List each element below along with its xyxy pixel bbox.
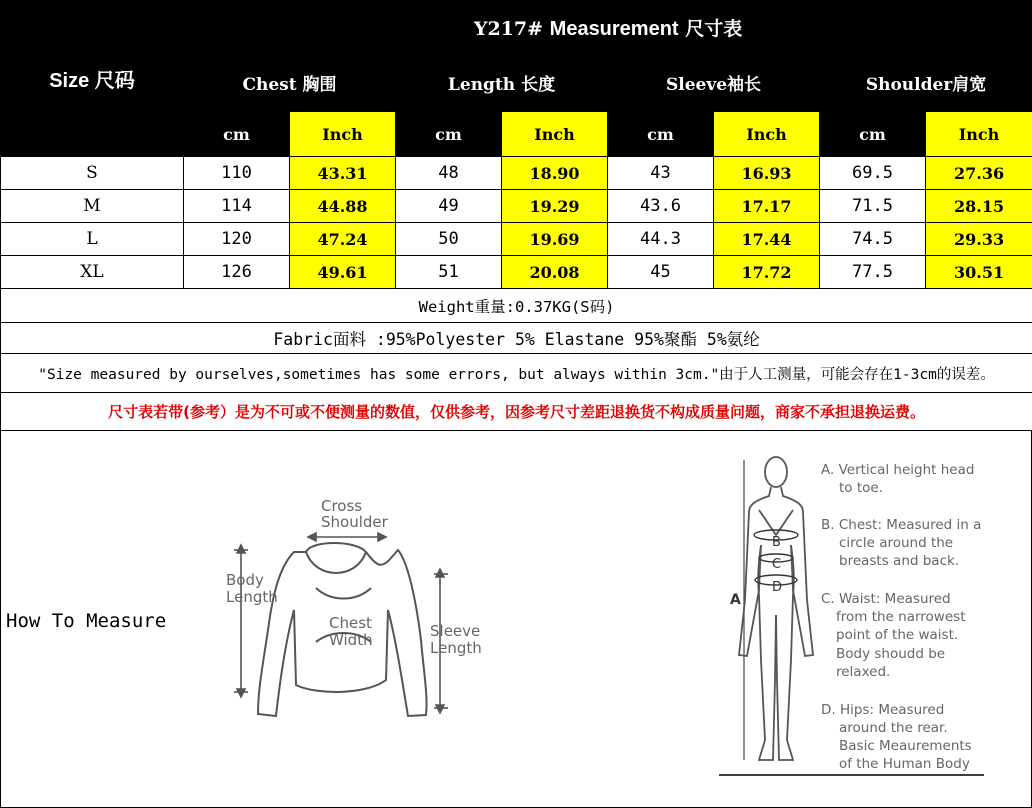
- body-diagram: [719, 450, 1029, 800]
- table-row: [1, 256, 1032, 289]
- chest-inch-cell: 44.88: [290, 190, 396, 223]
- note-b-line2: circle around the: [839, 535, 954, 551]
- note-b-line3: breasts and back.: [839, 553, 960, 569]
- note-c-line5: relaxed.: [836, 664, 891, 680]
- size-header: Size 尺码: [1, 1, 184, 157]
- sleeve-header: Sleeve袖长: [608, 54, 820, 112]
- shoulder-cm-cell: 69.5: [820, 157, 926, 190]
- length-inch-cell: 20.08: [502, 256, 608, 289]
- sleeve-label: Sleeve: [430, 622, 481, 640]
- note-c-line2: from the narrowest: [836, 609, 966, 625]
- unit-cm: cm: [396, 112, 502, 157]
- title-code: Y217#: [473, 17, 544, 40]
- sleeve-cm-cell: 43.6: [608, 190, 714, 223]
- chest-cm-cell: 114: [184, 190, 290, 223]
- length-cm-cell: 49: [396, 190, 502, 223]
- marker-d: D: [772, 580, 783, 595]
- sleeve-inch-cell: 17.72: [714, 256, 820, 289]
- title-cn: 尺寸表: [685, 17, 743, 40]
- table-row: [1, 190, 1032, 223]
- note-d-line1: D. Hips: Measured: [821, 702, 945, 718]
- note-d-line2: around the rear.: [839, 720, 948, 736]
- size-cell: L: [1, 223, 184, 256]
- sleeve-length-label: Length: [430, 639, 482, 657]
- note-c-line4: Body shoudd be: [836, 646, 946, 662]
- chest-label: Chest: [329, 614, 372, 632]
- table-row: [1, 157, 1032, 190]
- how-to-measure-label: How To Measure: [6, 610, 167, 632]
- chest-cm-cell: 110: [184, 157, 290, 190]
- unit-cm: cm: [820, 112, 926, 157]
- marker-b: B: [772, 535, 781, 550]
- shoulder-cm-cell: 77.5: [820, 256, 926, 289]
- shoulder-inch-cell: 27.36: [926, 157, 1032, 190]
- size-cell: M: [1, 190, 184, 223]
- length-header: Length 长度: [396, 54, 608, 112]
- shoulder-inch-cell: 29.33: [926, 223, 1032, 256]
- unit-cm: cm: [184, 112, 290, 157]
- unit-inch: Inch: [290, 112, 396, 157]
- marker-c: C: [772, 557, 782, 572]
- shoulder-label: Shoulder: [321, 513, 388, 531]
- note-a-line1: A. Vertical height head: [821, 462, 975, 478]
- length-inch-cell: 19.69: [502, 223, 608, 256]
- body-length-label: Length: [226, 588, 278, 606]
- note-b-line1: B. Chest: Measured in a: [821, 517, 982, 533]
- cross-label: Cross: [321, 497, 363, 515]
- shoulder-cm-cell: 71.5: [820, 190, 926, 223]
- table-row: [1, 223, 1032, 256]
- sleeve-cm-cell: 45: [608, 256, 714, 289]
- length-cm-cell: 48: [396, 157, 502, 190]
- chest-inch-cell: 49.61: [290, 256, 396, 289]
- note-a-line2: to toe.: [839, 480, 883, 496]
- shoulder-cm-cell: 74.5: [820, 223, 926, 256]
- unit-inch: Inch: [926, 112, 1032, 157]
- fabric-info: Fabric面料 :95%Polyester 5% Elastane 95%聚酯 5%氨纶: [1, 323, 1032, 354]
- unit-cm: cm: [608, 112, 714, 157]
- title-main: Measurement: [549, 17, 679, 40]
- chest-inch-cell: 43.31: [290, 157, 396, 190]
- shoulder-inch-cell: 30.51: [926, 256, 1032, 289]
- width-label: Width: [329, 631, 373, 649]
- length-cm-cell: 51: [396, 256, 502, 289]
- chest-cm-cell: 126: [184, 256, 290, 289]
- note-d-line4: of the Human Body: [839, 756, 970, 772]
- note-d-line3: Basic Meaurements: [839, 738, 972, 754]
- size-cell: XL: [1, 256, 184, 289]
- measurement-note: "Size measured by ourselves,sometimes has some errors, but always within 3cm."由于人工测量，可能会存在1-3cm的误差。: [1, 354, 1032, 393]
- sweater-diagram: [216, 490, 486, 730]
- length-inch-cell: 19.29: [502, 190, 608, 223]
- sleeve-inch-cell: 16.93: [714, 157, 820, 190]
- sleeve-inch-cell: 17.17: [714, 190, 820, 223]
- weight-info: Weight重量:0.37KG(S码): [1, 289, 1032, 323]
- note-c-line3: point of the waist.: [836, 627, 959, 643]
- chest-header: Chest 胸围: [184, 54, 396, 112]
- reference-warning: 尺寸表若带(参考）是为不可或不便测量的数值，仅供参考，因参考尺寸差距退换货不构成质量问题，商家不承担退换运费。: [1, 393, 1032, 431]
- marker-a: A: [730, 592, 741, 608]
- sleeve-inch-cell: 17.44: [714, 223, 820, 256]
- body-label: Body: [226, 571, 264, 589]
- sleeve-cm-cell: 44.3: [608, 223, 714, 256]
- length-cm-cell: 50: [396, 223, 502, 256]
- length-inch-cell: 18.90: [502, 157, 608, 190]
- sleeve-cm-cell: 43: [608, 157, 714, 190]
- chest-cm-cell: 120: [184, 223, 290, 256]
- how-to-measure-section: [0, 430, 1032, 808]
- note-c-line1: C. Waist: Measured: [821, 591, 951, 607]
- unit-inch: Inch: [714, 112, 820, 157]
- shoulder-inch-cell: 28.15: [926, 190, 1032, 223]
- chart-title: [184, 1, 1032, 54]
- shoulder-header: Shoulder肩宽: [820, 54, 1032, 112]
- size-cell: S: [1, 157, 184, 190]
- unit-inch: Inch: [502, 112, 608, 157]
- chest-inch-cell: 47.24: [290, 223, 396, 256]
